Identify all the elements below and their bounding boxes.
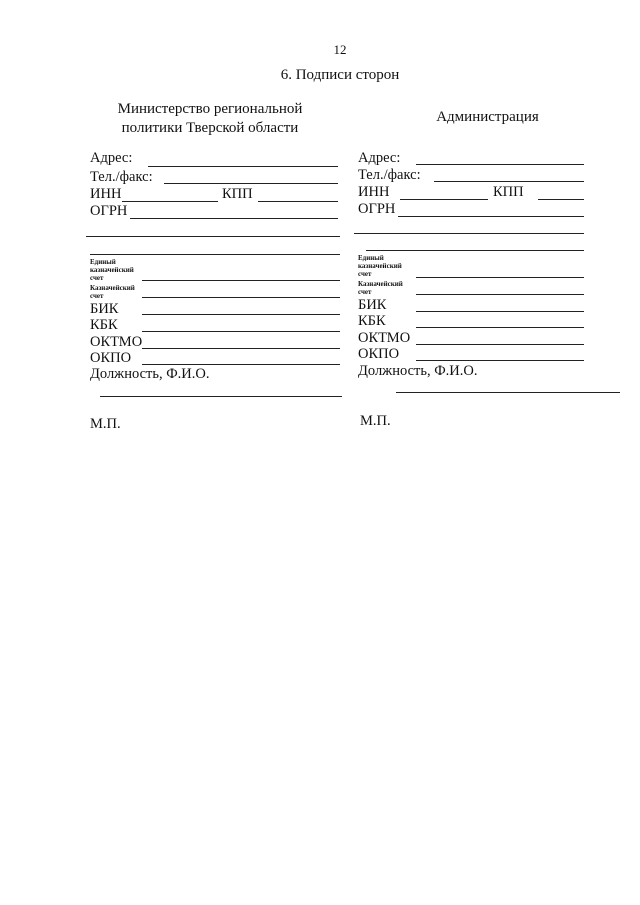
left-extra-line-2[interactable] (90, 254, 340, 255)
left-party-name-line1: Министерство региональной (117, 101, 303, 117)
right-bik-label: БИК (358, 297, 387, 313)
left-inn-label: ИНН (90, 186, 122, 202)
left-kpp-label: КПП (222, 186, 253, 202)
page-number: 12 (333, 42, 347, 57)
left-treasury-l2: счет (90, 292, 104, 300)
left-oktmo-line[interactable] (142, 348, 340, 349)
left-address-label: Адрес: (90, 150, 133, 166)
left-party-name (90, 100, 330, 138)
right-signature-line[interactable] (396, 392, 620, 393)
left-kbk-line[interactable] (142, 331, 340, 332)
left-signature-line[interactable] (100, 396, 342, 397)
right-party-name: Администрация (436, 109, 539, 125)
right-okpo-line[interactable] (416, 360, 584, 361)
left-phone-label: Тел./факс: (90, 169, 153, 185)
left-okpo-label: ОКПО (90, 350, 132, 366)
left-ogrn-line[interactable] (130, 218, 338, 219)
right-kpp-label: КПП (493, 184, 524, 200)
left-treasury-label (90, 284, 135, 300)
left-kbk-label: КБК (90, 317, 118, 333)
left-treasury-l1: Казначейский (90, 284, 135, 292)
right-oktmo-label: ОКТМО (358, 330, 411, 346)
right-ogrn-line[interactable] (398, 216, 584, 217)
right-inn-label: ИНН (358, 184, 390, 200)
left-kpp-line[interactable] (258, 201, 338, 202)
left-position-label: Должность, Ф.И.О. (90, 366, 210, 382)
right-position-label: Должность, Ф.И.О. (358, 363, 478, 379)
left-okpo-line[interactable] (142, 364, 340, 365)
right-extra-line-1[interactable] (354, 233, 584, 234)
right-treasury-l1: Казначейский (358, 280, 403, 288)
right-kbk-line[interactable] (416, 327, 584, 328)
left-address-line[interactable] (148, 166, 338, 167)
left-stamp-label: М.П. (90, 416, 121, 432)
left-bik-line[interactable] (142, 314, 340, 315)
right-single-treasury-l3: счет (358, 270, 372, 278)
right-single-treasury-l2: казначейский (358, 262, 402, 270)
right-single-treasury-line[interactable] (416, 277, 584, 278)
right-single-treasury-label (358, 254, 402, 278)
right-stamp-label: М.П. (360, 413, 391, 429)
left-single-treasury-l1: Единый (90, 258, 116, 266)
right-phone-label: Тел./факс: (358, 167, 421, 183)
right-ogrn-label: ОГРН (358, 201, 396, 217)
right-single-treasury-l1: Единый (358, 254, 384, 262)
left-single-treasury-l2: казначейский (90, 266, 134, 274)
left-single-treasury-l3: счет (90, 274, 104, 282)
left-oktmo-label: ОКТМО (90, 334, 143, 350)
right-extra-line-2[interactable] (366, 250, 584, 251)
section-title: 6. Подписи сторон (280, 67, 400, 83)
left-treasury-line[interactable] (142, 297, 340, 298)
right-treasury-line[interactable] (416, 294, 584, 295)
right-phone-line[interactable] (434, 181, 584, 182)
right-inn-line[interactable] (400, 199, 488, 200)
right-okpo-label: ОКПО (358, 346, 400, 362)
left-single-treasury-label (90, 258, 134, 282)
left-party-name-line2: политики Тверской области (121, 120, 299, 136)
right-oktmo-line[interactable] (416, 344, 584, 345)
right-address-line[interactable] (416, 164, 584, 165)
left-inn-line[interactable] (122, 201, 218, 202)
left-extra-line-1[interactable] (86, 236, 340, 237)
left-ogrn-label: ОГРН (90, 203, 128, 219)
left-single-treasury-line[interactable] (142, 280, 340, 281)
right-treasury-l2: счет (358, 288, 372, 296)
left-bik-label: БИК (90, 301, 119, 317)
right-kbk-label: КБК (358, 313, 386, 329)
right-address-label: Адрес: (358, 150, 401, 166)
right-treasury-label (358, 280, 403, 296)
left-phone-line[interactable] (164, 183, 338, 184)
right-kpp-line[interactable] (538, 199, 584, 200)
right-bik-line[interactable] (416, 311, 584, 312)
